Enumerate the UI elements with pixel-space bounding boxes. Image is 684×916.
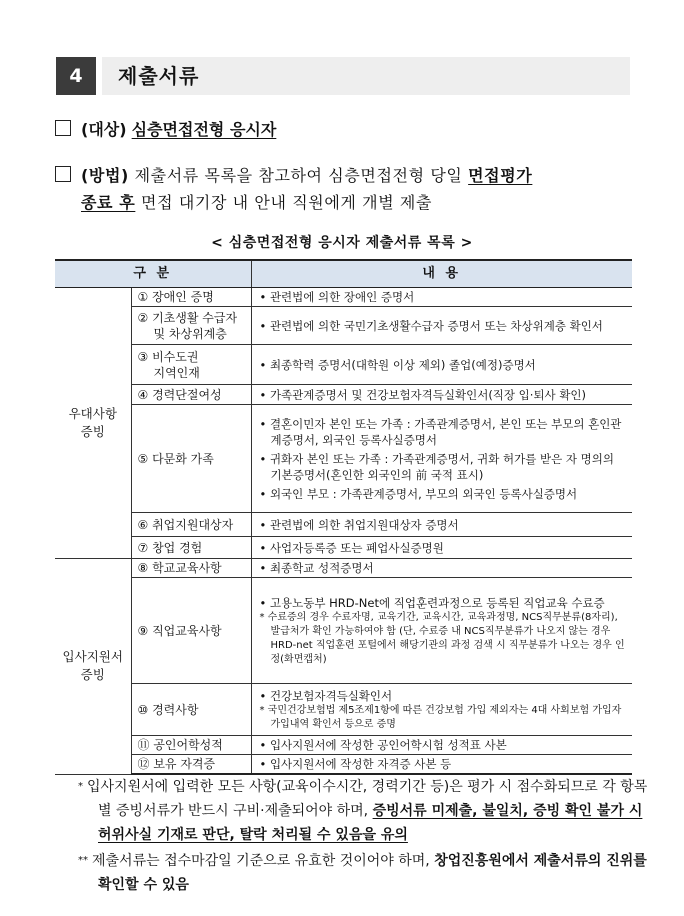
table-row [55, 385, 632, 405]
note-text: 입사지원서에 입력한 모든 사항(교육이수시간, 경력기간 등)은 평가 시 점수화되므로 각 항목별 증빙서류가 반드시 구비·제출되어야 하며, [87, 779, 648, 819]
row-category: ⑤ 다문화 가족 [131, 405, 251, 513]
note-bold: 증빙서류 미제출, 불일치, 증빙 확인 불가 시 허위사실 기재로 판단, 탈락 처리될 수 있음을 유의 [98, 803, 643, 843]
content-line: • 결혼이민자 본인 또는 가족 : 가족관계증명서, 본인 또는 부모의 혼인관계증명서, 외국인 등록사실증명서 [259, 416, 622, 447]
row-content [251, 684, 632, 736]
method-bold-b: 종료 후 [81, 193, 136, 212]
method-item [55, 162, 635, 216]
category-line: ③ 비수도권 [137, 349, 199, 364]
row-content [251, 537, 632, 559]
content-line: • 외국인 부모 : 가족관계증명서, 부모의 외국인 등록사실증명서 [259, 486, 578, 501]
checkbox-square-icon [55, 166, 71, 182]
content-note: * 국민건강보험법 제5조제1항에 따른 건강보험 가입 제외자는 4대 사회보험 가입자 가입내역 확인서 등으로 증명 [259, 704, 622, 730]
group-name: 우대사항 [68, 406, 117, 421]
row-category [131, 307, 251, 345]
group-preference [55, 288, 131, 559]
row-category: ⑥ 취업지원대상자 [131, 513, 251, 537]
content-line: • 입사지원서에 작성한 자격증 사본 등 [259, 757, 452, 771]
method-text2: 면접 대기장 내 안내 직원에게 개별 제출 [141, 193, 433, 212]
method-line2 [55, 189, 635, 216]
row-category: ⑨ 직업교육사항 [131, 578, 251, 684]
content-line: • 입사지원서에 작성한 공인어학시험 성적표 사본 [259, 738, 507, 752]
note-text: 제출서류는 접수마감일 기준으로 유효한 것이어야 하며, [92, 853, 430, 869]
row-content [251, 559, 632, 578]
table-title: < 심층면접전형 응시자 제출서류 목록 > [211, 235, 473, 251]
row-category: ⑩ 경력사항 [131, 684, 251, 736]
header-content: 내 용 [251, 260, 632, 288]
row-content [251, 578, 632, 684]
target-label: (대상) [81, 120, 127, 139]
content-line: • 관련법에 의한 장애인 증명서 [259, 290, 415, 304]
note-validity [78, 849, 650, 897]
table-header-row [55, 260, 632, 288]
table-row [55, 559, 632, 578]
row-content [251, 385, 632, 405]
category-line: ② 기초생활 수급자 [137, 310, 238, 325]
row-content [251, 513, 632, 537]
row-content [251, 288, 632, 307]
row-category: ⑫ 보유 자격증 [131, 755, 251, 775]
content-line: • 귀화자 본인 또는 가족 : 가족관계증명서, 귀화 허가를 받은 자 명의의 기본증명서(혼인한 외국인의 前 국적 표시) [259, 451, 614, 482]
table-row [55, 736, 632, 755]
row-content [251, 345, 632, 385]
group-application [55, 559, 131, 775]
target-text: 심층면접전형 응시자 [131, 120, 277, 139]
note-mark: * [78, 781, 83, 792]
table-row [55, 537, 632, 559]
note-bold: 창업진흥원에서 제출서류의 진위를 확인할 수 있음 [98, 853, 647, 893]
table-row [55, 684, 632, 736]
method-text1: 제출서류 목록을 참고하여 심층면접전형 당일 [134, 166, 463, 185]
note-evidence [78, 775, 650, 847]
content-line: • 고용노동부 HRD-Net에 직업훈련과정으로 등록된 직업교육 수료증 [259, 595, 605, 610]
header-category: 구 분 [55, 260, 251, 288]
group-name: 입사지원서 [62, 649, 123, 665]
section-title: 제출서류 [118, 64, 200, 88]
row-content [251, 307, 632, 345]
content-line: • 사업자등록증 또는 폐업사실증명원 [259, 540, 444, 555]
row-category: ⑧ 학교교육사항 [131, 559, 251, 578]
content-line: • 최종학력 증명서(대학원 이상 제외) 졸업(예정)증명서 [259, 357, 536, 372]
category-line: 및 차상위계층 [153, 326, 227, 341]
table-row [55, 307, 632, 345]
table-row [55, 755, 632, 775]
content-line: • 최종학교 성적증명서 [259, 561, 374, 575]
row-content [251, 405, 632, 513]
group-name: 증빙 [80, 667, 105, 683]
content-line: • 관련법에 의한 국민기초생활수급자 증명서 또는 차상위계층 확인서 [259, 318, 603, 333]
row-category: ④ 경력단절여성 [131, 385, 251, 405]
documents-table [55, 259, 632, 775]
section-number: 4 [56, 57, 96, 95]
content-line: • 가족관계증명서 및 건강보험자격득실확인서(직장 입·퇴사 확인) [259, 387, 587, 402]
section-header [56, 57, 630, 95]
row-category: ① 장애인 증명 [131, 288, 251, 307]
table-row [55, 288, 632, 307]
content-line: • 건강보험자격득실확인서 [259, 688, 393, 703]
row-category: ⑦ 창업 경험 [131, 537, 251, 559]
method-label: (방법) [81, 166, 129, 185]
row-content [251, 736, 632, 755]
table-row [55, 578, 632, 684]
checkbox-square-icon [55, 120, 71, 136]
row-category [131, 345, 251, 385]
row-content [251, 755, 632, 775]
method-bold-a: 면접평가 [468, 166, 533, 185]
target-item [55, 120, 276, 140]
table-row [55, 513, 632, 537]
group-name: 증빙 [80, 424, 105, 439]
row-category: ⑪ 공인어학성적 [131, 736, 251, 755]
category-line: 지역인재 [153, 365, 200, 380]
table-row [55, 345, 632, 385]
content-note: * 수료증의 경우 수료자명, 교육기간, 교육시간, 교육과정명, NCS직무분류(8자리), 발급처가 확인 가능하여야 함 (단, 수료증 내 NCS직무분류가 나오지 않는 경우 HRD-net 직업훈련 포털에서 해당기관의 과정 검색 시 직무분류가 나오는 경우 인정(화면캡처) [259, 611, 625, 665]
content-line: • 관련법에 의한 취업지원대상자 증명서 [259, 517, 459, 532]
table-row [55, 405, 632, 513]
note-mark: ** [78, 855, 88, 866]
